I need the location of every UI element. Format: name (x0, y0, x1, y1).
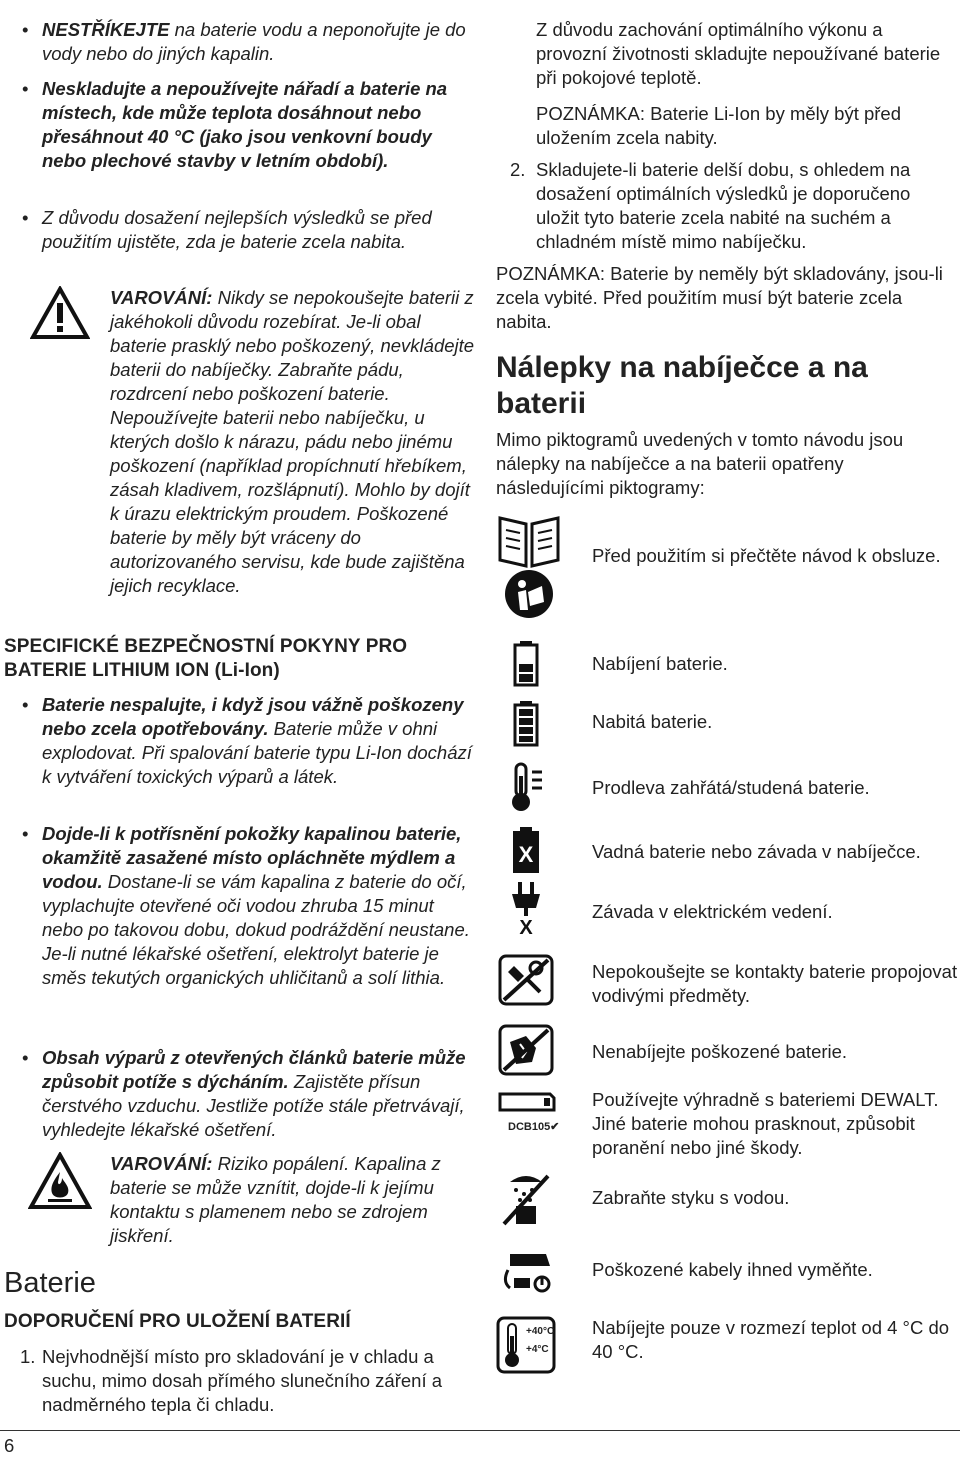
section-heading: SPECIFICKÉ BEZPEČNOSTNÍ POKYNY PRO BATERIE LITHIUM ION (Li-Ion) (4, 636, 408, 681)
warning-text: Riziko popálení. Kapalina z baterie se může vznítit, dojde-li k jejímu kontaktu s plamenem nebo se zdrojem jiskření. (110, 1153, 441, 1246)
pictogram-bad-battery (496, 826, 921, 876)
warning-block (110, 1152, 475, 1248)
pictogram-read-manual (496, 510, 941, 620)
emphasis-text: Dojde-li k potřísnění pokožky kapalinou baterie, okamžitě zasažené místo opláchněte mýdlem a vodou. (42, 823, 462, 892)
power-line-fault-icon (496, 880, 562, 936)
pictogram-battery-charged (496, 700, 713, 748)
section-title: Baterie (4, 1267, 96, 1299)
pictogram-power-line-fault (496, 880, 833, 936)
emphasis-text: Neskladujte a nepoužívejte nářadí a baterie na místech, kde může teplota dosáhnout nebo přesáhnout 40 °C (jako jsou venkovní boudy nebo plechové stavby v letním období). (42, 78, 448, 171)
svg-text:X: X (518, 842, 534, 867)
hot-cold-delay-icon (496, 762, 562, 814)
note-text: Baterie by neměly být skladovány, jsou-li zcela vybité. Před použitím musí být baterie zcela nabita. (496, 263, 943, 332)
warning-text: Nikdy se nepokoušejte baterii z jakéhokoli důvodu rozebírat. Je-li obal baterie prasklý nebo poškozený, nevkládejte baterii do nabíječky. Zabraňte pádu, rozdrcení nebo poškození baterie. Nepoužívejte baterii nebo nabíječku, u kterých došlo k nárazu, pádu nebo jinému poškození (například propíchnutí hřebíkem, zásah kladivem, rozšlápnutí). Mohlo by dojít k úrazu elektrickým proudem. Poškozené baterie by měly být vráceny do autorizovaného servisu, kde bude zajištěna jejich recyklace. (110, 287, 475, 596)
pictogram-label: Nabíjení baterie. (592, 653, 728, 674)
no-damaged-battery-icon (496, 1022, 562, 1078)
pictogram-label: Používejte výhradně s bateriemi DEWALT. Jiné baterie mohou prasknout, způsobit poranění nebo jiné škody. (592, 1089, 939, 1158)
pictogram-label: Nabitá baterie. (592, 711, 713, 732)
section-heading: DOPORUČENÍ PRO ULOŽENÍ BATERIÍ (4, 1311, 351, 1332)
pictogram-hot-cold-delay (496, 762, 870, 814)
pictogram-label: Prodleva zahřátá/studená baterie. (592, 777, 870, 798)
pictogram-replace-cables (496, 1248, 873, 1296)
note (536, 102, 956, 150)
note (496, 262, 956, 334)
page-number: 6 (4, 1435, 15, 1456)
emphasis-text: Baterie nespalujte, i když jsou vážně poškozeny nebo zcela opotřebovány. (42, 694, 464, 739)
body-text: Z důvodu zachování optimálního výkonu a provozní životnosti skladujte nepoužívané baterie při pokojové teplotě. (536, 19, 941, 88)
pictogram-label: Poškozené kabely ihned vyměňte. (592, 1259, 873, 1280)
body-text: Baterie může v ohni explodovat. Při spalování baterie typu Li-Ion dochází k vytváření toxických výparů a látek. (42, 718, 472, 787)
note-heading: POZNÁMKA: (496, 263, 605, 284)
pictogram-battery-charging (496, 640, 728, 688)
pictogram-no-water (496, 1170, 790, 1228)
no-conductive-objects-icon (496, 952, 562, 1008)
pictogram-label: Nepokoušejte se kontakty baterie propojovat vodivými předměty. (592, 961, 958, 1006)
list-number: 2. (510, 159, 526, 180)
body-text: na baterie vodu a neponořujte je do vody nebo do jiných kapalin. (42, 19, 466, 64)
pictogram-label: Vadná baterie nebo závada v nabíječce. (592, 841, 921, 862)
body-text: Skladujete-li baterie delší dobu, s ohledem na dosažení optimálních výsledků je doporučeno uložit tyto baterie zcela nabité na suchém a chladném místě mimo nabíječku. (536, 159, 911, 252)
pictogram-label: Nenabíjejte poškozené baterie. (592, 1041, 848, 1062)
body-text: Nejvhodnější místo pro skladování je v chladu a suchu, mimo dosah přímého slunečního záření a nadměrného tepla či chladu. (42, 1346, 443, 1415)
temp-high-label: +40°C (526, 1326, 555, 1337)
emphasis-text: NESTŘÍKEJTE (42, 19, 170, 40)
pictogram-label: Zabraňte styku s vodou. (592, 1187, 790, 1208)
warning-block (110, 286, 475, 598)
model-badge: DCB105✔ (508, 1121, 560, 1133)
pictogram-label: Před použitím si přečtěte návod k obsluze. (592, 545, 941, 566)
pictogram-label: Nabíjejte pouze v rozmezí teplot od 4 °C do 40 °C. (592, 1317, 950, 1362)
pictogram-no-damaged-battery (496, 1022, 848, 1078)
battery-charged-icon (496, 700, 562, 748)
no-water-icon (496, 1170, 562, 1228)
svg-text:X: X (519, 917, 533, 936)
pictogram-label: Závada v elektrickém vedení. (592, 901, 833, 922)
pictogram-dewalt-battery-only (496, 1088, 939, 1158)
pictogram-temperature-range (496, 1316, 950, 1376)
warning-heading: VAROVÁNÍ: (110, 1153, 213, 1174)
battery-charging-icon (496, 640, 562, 688)
temp-low-label: +4°C (526, 1344, 549, 1355)
body-text: Dostane-li se vám kapalina z baterie do očí, vyplachujte otevřené oči vodou zhruba 15 minut nebo po takovou dobu, dokud podráždění neustane. Je-li nutné lékařské ošetření, elektrolyt baterie je směs tekutých organických uhličitanů a solí lithia. (42, 871, 470, 988)
list-number: 1. (20, 1346, 36, 1367)
warning-icon (30, 286, 90, 340)
emphasis-text: Obsah výparů z otevřených článků baterie může způsobit potíže s dýcháním. (42, 1047, 466, 1092)
body-text: Z důvodu dosažení nejlepších výsledků se před použitím ujistěte, zda je baterie zcela nabita. (42, 207, 432, 252)
pictogram-no-conductive-objects (496, 952, 958, 1008)
warning-heading: VAROVÁNÍ: (110, 287, 213, 308)
section-title: Nálepky na nabíječce a na baterii (496, 351, 868, 420)
body-text: Mimo piktogramů uvedených v tomto návodu jsou nálepky na nabíječce a na baterii opatřeny následujícími piktogramy: (496, 429, 904, 498)
body-text: Zajistěte přísun čerstvého vzduchu. Jestliže potíže stále přetrvávají, vyhledejte lékařské ošetření. (42, 1071, 465, 1140)
read-manual-icon (496, 510, 562, 620)
note-text: Baterie Li-Ion by měly být před uložením zcela nabity. (536, 103, 902, 148)
dewalt-battery-only-icon (496, 1088, 562, 1116)
bad-battery-icon (496, 826, 562, 876)
note-heading: POZNÁMKA: (536, 103, 645, 124)
fire-warning-icon (28, 1152, 92, 1210)
footer-rule (0, 1430, 960, 1431)
replace-cables-icon (496, 1248, 562, 1296)
